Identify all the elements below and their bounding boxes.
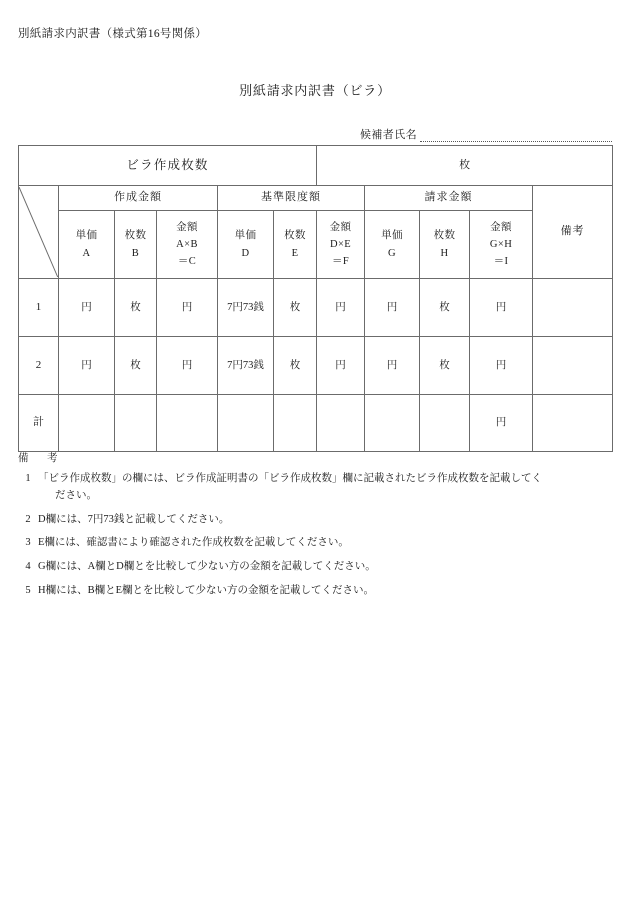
cell-unit-price-g[interactable]: 円 [365, 279, 420, 337]
total-label: 計 [19, 395, 59, 452]
cell-amount-c[interactable]: 円 [157, 279, 218, 337]
row-number: 1 [19, 279, 59, 337]
page-title: 別紙請求内訳書（ビラ） [239, 83, 391, 98]
sub-header-line2: B [131, 247, 140, 259]
note-number: 3 [25, 537, 31, 549]
sub-header-line1: 枚数 [124, 230, 147, 242]
table-row-group-headers [19, 186, 613, 211]
total-count-e[interactable] [274, 395, 317, 452]
total-amount-c[interactable] [157, 395, 218, 452]
note-number: 5 [25, 584, 31, 596]
sub-header-unit-price-a [59, 211, 115, 279]
note-number: 1 [25, 473, 31, 484]
note-number: 2 [25, 513, 31, 525]
sheets-count-label: ビラ作成枚数 [19, 146, 317, 186]
table-row-sheets [19, 146, 613, 186]
group-header-standard-limit: 基準限度額 [218, 186, 365, 211]
sub-header-line2: G [388, 247, 397, 259]
note-number: 4 [25, 561, 31, 573]
sub-header-line1: 金額 [490, 221, 512, 233]
note-line2: ださい。 [55, 489, 97, 501]
sub-header-line1: 単価 [234, 230, 257, 242]
note-item [18, 559, 614, 576]
group-header-creation-amount: 作成金額 [59, 186, 218, 211]
sub-header-line1: 金額 [176, 221, 198, 233]
note-text: D欄には、7円73銭と記載してください。 [38, 513, 230, 525]
cell-unit-price-d[interactable]: 7円73銭 [218, 337, 274, 395]
sub-header-line2: D [241, 247, 250, 259]
total-remarks[interactable] [533, 395, 613, 452]
table-row [19, 337, 613, 395]
sub-header-count-b [115, 211, 157, 279]
sub-header-amount-c [157, 211, 218, 279]
sub-header-amount-f [317, 211, 365, 279]
sub-header-count-h [420, 211, 470, 279]
table-row [19, 279, 613, 337]
cell-amount-c[interactable]: 円 [157, 337, 218, 395]
candidate-name-label: 候補者氏名 [360, 129, 417, 141]
cell-count-h[interactable]: 枚 [420, 279, 470, 337]
sub-header-line1: 金額 [329, 221, 352, 233]
total-unit-price-d[interactable] [218, 395, 274, 452]
note-text: H欄には、B欄とE欄とを比較して少ない方の金額を記載してください。 [38, 584, 374, 596]
note-item [18, 535, 614, 552]
total-unit-price-g[interactable] [365, 395, 420, 452]
total-amount-i[interactable]: 円 [470, 395, 533, 452]
sub-header-line3: ＝F [331, 256, 350, 268]
total-amount-f[interactable] [317, 395, 365, 452]
sub-header-line1: 単価 [75, 230, 98, 242]
sub-header-unit-price-g [365, 211, 420, 279]
sub-header-line2: A [82, 247, 91, 259]
sub-header-count-e [274, 211, 317, 279]
note-item [18, 512, 614, 529]
sub-header-line2: D×E [329, 238, 352, 250]
sub-header-line1: 単価 [381, 230, 403, 242]
note-text: G欄には、A欄とD欄とを比較して少ない方の金額を記載してください。 [38, 561, 376, 573]
sub-header-line3: ＝C [177, 256, 197, 268]
document-header: 別紙請求内訳書（様式第16号関係） [18, 28, 208, 40]
cell-count-b[interactable]: 枚 [115, 337, 157, 395]
table-row-total [19, 395, 613, 452]
note-item [18, 583, 614, 600]
candidate-name-input[interactable] [420, 128, 612, 142]
candidate-name-field [360, 126, 612, 142]
cell-remarks[interactable] [533, 337, 613, 395]
sheets-count-unit[interactable]: 枚 [317, 146, 613, 186]
table-row-sub-headers [19, 211, 613, 279]
sub-header-amount-i [470, 211, 533, 279]
cell-amount-i[interactable]: 円 [470, 337, 533, 395]
note-item [18, 471, 614, 505]
diagonal-corner-cell [19, 186, 59, 279]
sub-header-unit-price-d [218, 211, 274, 279]
cell-unit-price-a[interactable]: 円 [59, 279, 115, 337]
sub-header-line3: ＝I [493, 256, 509, 268]
cell-count-b[interactable]: 枚 [115, 279, 157, 337]
note-text: E欄には、確認書により確認された作成枚数を記載してください。 [38, 537, 349, 549]
cell-unit-price-a[interactable]: 円 [59, 337, 115, 395]
sub-header-line1: 枚数 [433, 230, 456, 242]
cell-count-e[interactable]: 枚 [274, 279, 317, 337]
note-line1: 「ビラ作成枚数」の欄には、ビラ作成証明書の「ビラ作成枚数」欄に記載されたビラ作成枚数を記載してく [38, 473, 542, 484]
remarks-section [18, 450, 614, 607]
sub-header-line2: G×H [489, 238, 513, 250]
cell-count-h[interactable]: 枚 [420, 337, 470, 395]
group-header-remarks: 備考 [533, 186, 613, 279]
claim-breakdown-table [18, 145, 613, 452]
row-number: 2 [19, 337, 59, 395]
note-text [38, 471, 614, 505]
cell-amount-f[interactable]: 円 [317, 337, 365, 395]
cell-count-e[interactable]: 枚 [274, 337, 317, 395]
cell-amount-i[interactable]: 円 [470, 279, 533, 337]
sub-header-line1: 枚数 [284, 230, 306, 242]
sub-header-line2: A×B [176, 238, 198, 250]
cell-unit-price-g[interactable]: 円 [365, 337, 420, 395]
total-count-b[interactable] [115, 395, 157, 452]
sub-header-line2: E [291, 247, 299, 259]
total-unit-price-a[interactable] [59, 395, 115, 452]
sub-header-line2: H [440, 247, 449, 259]
total-count-h[interactable] [420, 395, 470, 452]
cell-amount-f[interactable]: 円 [317, 279, 365, 337]
remarks-heading: 備 考 [18, 453, 62, 464]
group-header-claim-amount: 請求金額 [365, 186, 533, 211]
cell-unit-price-d[interactable]: 7円73銭 [218, 279, 274, 337]
cell-remarks[interactable] [533, 279, 613, 337]
